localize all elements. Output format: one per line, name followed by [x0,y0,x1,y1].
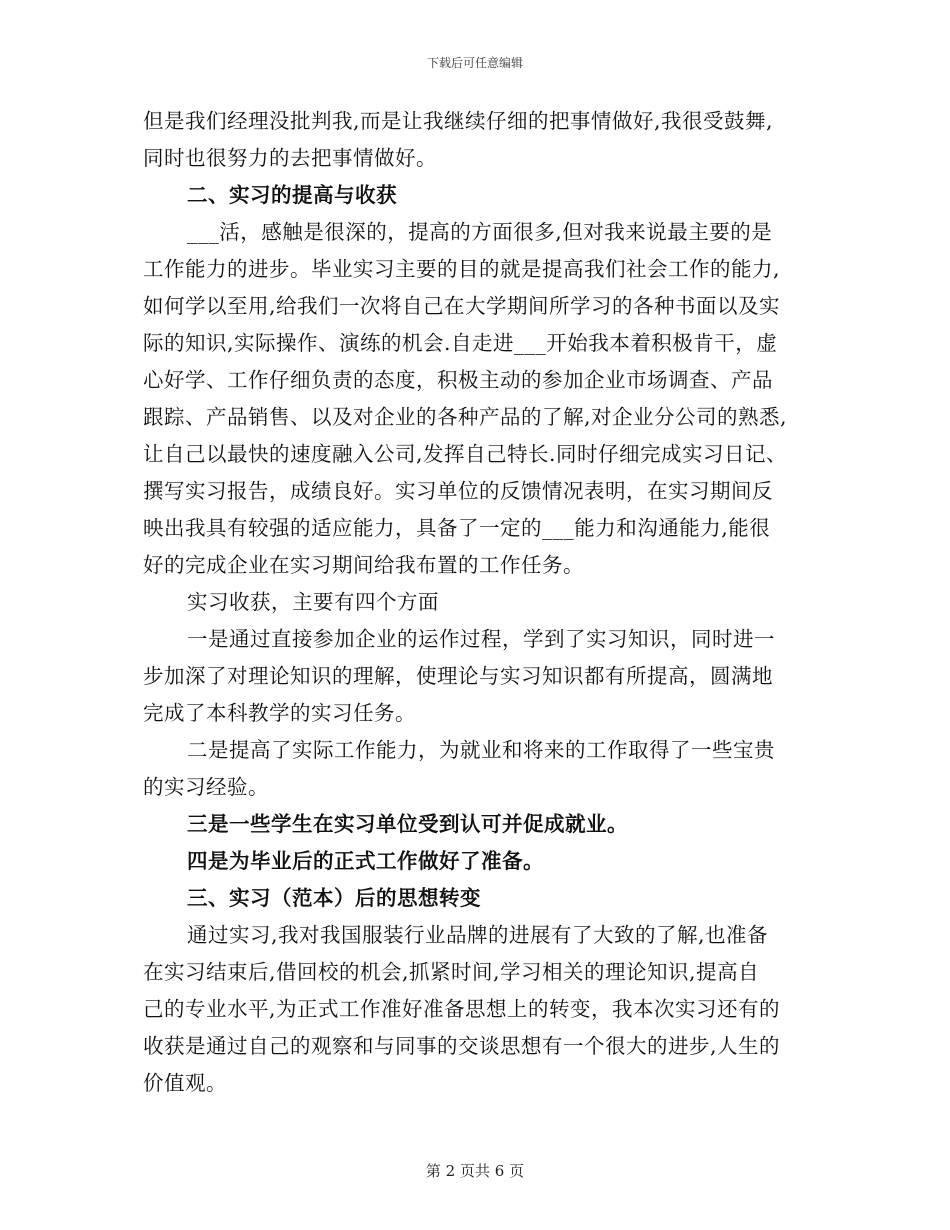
page-number: 第 2 页共 6 页 [425,1162,525,1180]
paragraph-line: 心好学、工作仔细负责的态度，积极主动的参加企业市场调查、产品 [143,368,773,392]
paragraph-line: 步加深了对理论知识的理解，使理论与实习知识都有所提高，圆满地 [143,664,773,688]
header-note: 下载后可任意编辑 [426,56,523,70]
paragraph-line: 的实习经验。 [143,775,269,799]
paragraph-line: 完成了本科教学的实习任务。 [143,701,416,725]
section-heading-line: 三、实习（范本）后的思想转变 [187,886,481,910]
paragraph-line: 收获是通过自己的观察和与同事的交谈思想有一个很大的进步,人生的 [143,1034,781,1058]
paragraph-line: 撰写实习报告，成绩良好。实习单位的反馈情况表明，在实习期间反 [143,479,773,503]
paragraph-line: 在实习结束后,借回校的机会,抓紧时间,学习相关的理论知识,提高自 [143,960,760,984]
paragraph-line: 一是通过直接参加企业的运作过程，学到了实习知识，同时进一 [187,627,775,651]
section-heading-line: 四是为毕业后的正式工作做好了准备。 [187,849,544,873]
paragraph-line: 际的知识,实际操作、演练的机会.自走进___开始我本着积极肯干，虚 [143,331,778,355]
paragraph-line: 跟踪、产品销售、以及对企业的各种产品的了解,对企业分公司的熟悉, [143,405,788,429]
document-body [143,103,823,1102]
paragraph-line: 映出我具有较强的适应能力，具备了一定的___能力和沟通能力,能很 [143,516,771,540]
paragraph-line: 己的专业水平,为正式工作准好准备思想上的转变，我本次实习还有的 [143,997,781,1021]
paragraph-line: 二是提高了实际工作能力，为就业和将来的工作取得了一些宝贵 [187,738,775,762]
paragraph-line: 同时也很努力的去把事情做好。 [143,146,437,170]
paragraph-line: ___活，感触是很深的，提高的方面很多,但对我来说最主要的是 [187,220,773,244]
paragraph-line: 让自己以最快的速度融入公司,发挥自己特长.同时仔细完成实习日记、 [143,442,788,466]
paragraph-line: 实习收获，主要有四个方面 [187,590,439,614]
section-heading-line: 三是一些学生在实习单位受到认可并促成就业。 [187,812,628,836]
paragraph-line: 价值观。 [143,1071,227,1095]
section-heading-line: 二、实习的提高与收获 [187,183,397,207]
paragraph-line: 如何学以至用,给我们一次将自己在大学期间所学习的各种书面以及实 [143,294,781,318]
paragraph-line: 好的完成企业在实习期间给我布置的工作任务。 [143,553,584,577]
paragraph-line: 工作能力的进步。毕业实习主要的目的就是提高我们社会工作的能力, [143,257,781,281]
paragraph-line: 但是我们经理没批判我,而是让我继续仔细的把事情做好,我很受鼓舞, [143,109,774,133]
paragraph-line: 通过实习,我对我国服装行业品牌的进展有了大致的了解,也准备 [187,923,769,947]
